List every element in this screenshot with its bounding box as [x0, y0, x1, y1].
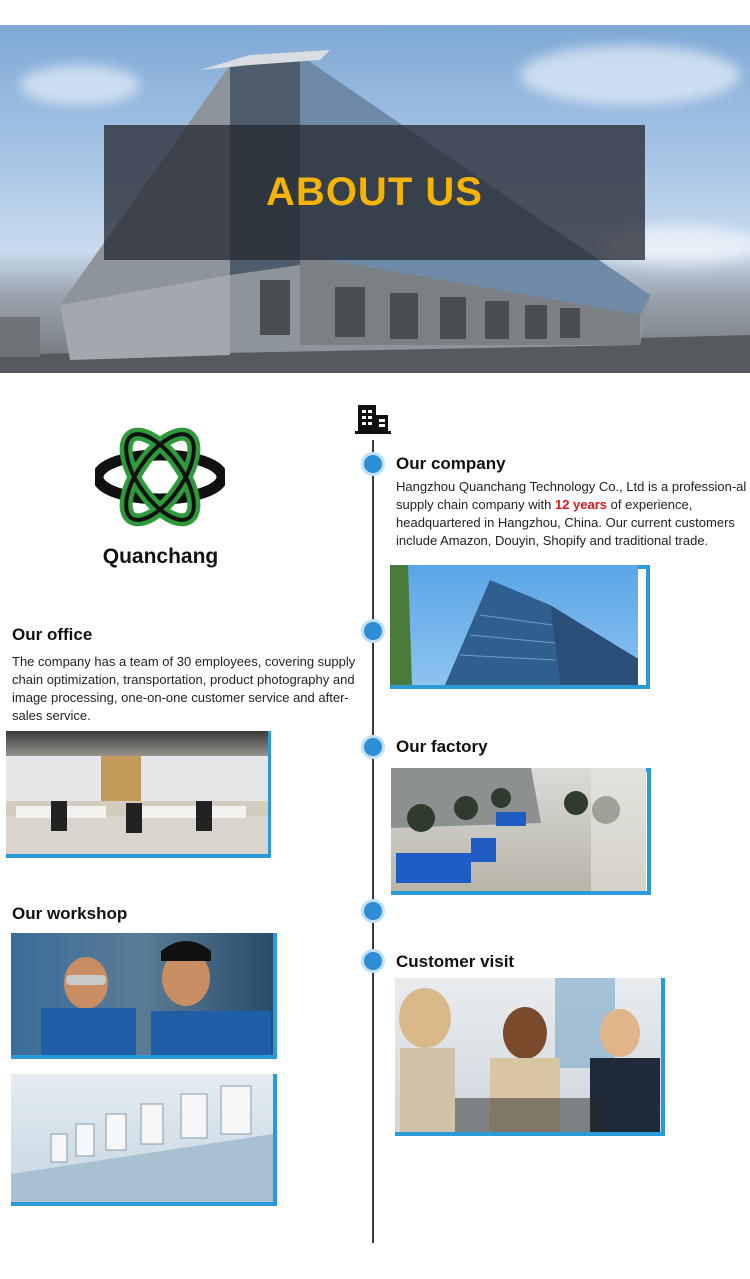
timeline-dot	[364, 902, 382, 920]
workshop-title: Our workshop	[12, 904, 128, 923]
timeline-dot	[364, 622, 382, 640]
page-title: ABOUT US	[266, 170, 483, 214]
logo-name: Quanchang	[102, 545, 219, 568]
factory-title: Our factory	[396, 737, 488, 756]
company-title: Our company	[396, 454, 506, 473]
quanchang-atom-logo-icon	[95, 412, 225, 542]
office-title: Our office	[12, 625, 93, 644]
years-highlight: 12 years	[554, 497, 608, 512]
visit-title: Customer visit	[396, 952, 515, 971]
timeline-dot	[364, 952, 382, 970]
hero-title-box	[104, 125, 645, 260]
hero-banner-image	[0, 25, 750, 373]
building-icon	[355, 403, 391, 435]
office-description: The company has a team of 30 employees, covering supply chain optimization, transportation, product photography and image processing, one-on-one customer service and after-sales service.	[12, 654, 356, 723]
timeline-dot	[364, 738, 382, 756]
timeline-line	[372, 440, 374, 1243]
timeline-dot	[364, 455, 382, 473]
company-description: Hangzhou Quanchang Technology Co., Ltd is a profession-al supply chain company with 12 years of experience, headquartered in Hangzhou, China. Our current customers include Amazon, Douyin, Shopify and traditional trade.	[396, 479, 747, 548]
